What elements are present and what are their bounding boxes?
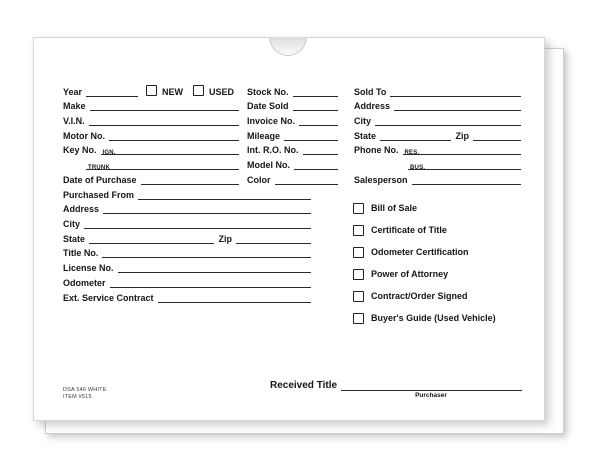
salesperson-line — [412, 174, 521, 185]
seller-city-line — [84, 218, 311, 229]
field-seller-city — [63, 214, 311, 229]
seller-state-line — [89, 233, 213, 244]
vehicle-info-left-column — [63, 82, 239, 185]
field-date-of-purchase — [63, 170, 239, 185]
field-key-no-ign — [63, 141, 239, 156]
license-no-label: License No. — [63, 263, 114, 274]
field-mileage — [247, 126, 338, 141]
date-sold-label: Date Sold — [247, 101, 289, 112]
deal-envelope — [33, 37, 545, 421]
license-no-line — [118, 262, 311, 273]
used-checkbox[interactable] — [193, 85, 204, 96]
checklist-item-certificate-of-title — [353, 219, 539, 241]
model-no-label: Model No. — [247, 160, 290, 171]
vin-line — [89, 115, 239, 126]
bill-of-sale-checkbox[interactable] — [353, 203, 364, 214]
contract-order-signed-checkbox[interactable] — [353, 291, 364, 302]
field-seller-address — [63, 200, 311, 215]
field-phone-res — [354, 141, 521, 156]
power-of-attorney-label: Power of Attorney — [371, 269, 449, 279]
int-ro-no-label: Int. R.O. No. — [247, 145, 299, 156]
color-label: Color — [247, 174, 271, 185]
key-no-ign-line — [101, 144, 239, 155]
purchased-from-label: Purchased From — [63, 189, 135, 200]
field-buyer-city — [354, 111, 521, 126]
field-year — [63, 82, 239, 97]
field-key-no-trunk — [86, 155, 239, 170]
ign-label: IGN. — [102, 150, 116, 157]
power-of-attorney-checkbox[interactable] — [353, 269, 364, 280]
sku-line-1: DSA 546 WHITE — [63, 387, 107, 393]
seller-state-label: State — [63, 233, 86, 244]
new-checkbox[interactable] — [146, 85, 157, 96]
stock-no-line — [293, 86, 338, 97]
field-buyer-address — [354, 97, 521, 112]
date-of-purchase-line — [141, 174, 239, 185]
invoice-no-line — [299, 115, 338, 126]
bill-of-sale-label: Bill of Sale — [371, 203, 418, 213]
vehicle-info-middle-column — [247, 82, 338, 185]
checklist-item-bill-of-sale — [353, 197, 539, 219]
certificate-of-title-checkbox[interactable] — [353, 225, 364, 236]
received-title-line — [341, 379, 522, 391]
vin-label: V.I.N. — [63, 116, 85, 127]
seller-address-label: Address — [63, 204, 100, 215]
field-salesperson — [354, 170, 521, 185]
buyer-city-label: City — [354, 116, 372, 127]
bus-label: BUS. — [410, 165, 426, 172]
buyer-city-line — [375, 115, 521, 126]
trunk-label: TRUNK — [88, 165, 110, 172]
invoice-no-label: Invoice No. — [247, 116, 296, 127]
mileage-label: Mileage — [247, 130, 281, 141]
field-make — [63, 97, 239, 112]
form-sku — [63, 387, 107, 400]
sold-to-line — [390, 86, 521, 97]
field-stock-no — [247, 82, 338, 97]
buyer-zip-line — [473, 130, 521, 141]
res-label: RES. — [404, 150, 420, 157]
seller-city-label: City — [63, 219, 81, 230]
buyer-address-line — [394, 100, 521, 111]
model-no-line — [294, 159, 338, 170]
checklist-item-buyers-guide — [353, 307, 539, 329]
salesperson-label: Salesperson — [354, 174, 408, 185]
buyer-state-label: State — [354, 130, 377, 141]
field-purchased-from — [63, 185, 311, 200]
phone-res-line — [403, 144, 522, 155]
field-motor-no — [63, 126, 239, 141]
buyers-guide-label: Buyer's Guide (Used Vehicle) — [371, 313, 496, 323]
buyer-info-column — [354, 82, 521, 185]
sold-to-label: Sold To — [354, 86, 387, 97]
odometer-line — [110, 277, 311, 288]
buyer-zip-label: Zip — [455, 130, 469, 141]
certificate-of-title-label: Certificate of Title — [371, 225, 447, 235]
field-buyer-state-zip — [354, 126, 521, 141]
odometer-certification-checkbox[interactable] — [353, 247, 364, 258]
buyer-address-label: Address — [354, 101, 391, 112]
make-label: Make — [63, 101, 86, 112]
field-vin — [63, 111, 239, 126]
title-no-line — [102, 247, 311, 258]
field-int-ro-no — [247, 141, 338, 156]
stock-no-label: Stock No. — [247, 86, 289, 97]
purchaser-label: Purchaser — [415, 392, 447, 399]
field-seller-state-zip — [63, 229, 311, 244]
key-no-label: Key No. — [63, 145, 97, 156]
seller-address-line — [103, 203, 311, 214]
phone-no-label: Phone No. — [354, 145, 399, 156]
year-label: Year — [63, 86, 83, 97]
ext-service-contract-line — [158, 292, 311, 303]
purchased-from-line — [138, 189, 311, 200]
buyers-guide-checkbox[interactable] — [353, 313, 364, 324]
ext-service-contract-label: Ext. Service Contract — [63, 292, 154, 303]
received-title-block — [270, 379, 522, 399]
year-line — [86, 86, 138, 97]
field-sold-to — [354, 82, 521, 97]
motor-no-line — [109, 130, 239, 141]
checklist-item-power-of-attorney — [353, 263, 539, 285]
date-of-purchase-label: Date of Purchase — [63, 174, 137, 185]
document-checklist — [353, 197, 539, 329]
field-color — [247, 170, 338, 185]
field-date-sold — [247, 97, 338, 112]
odometer-label: Odometer — [63, 277, 106, 288]
new-label: NEW — [162, 86, 184, 97]
field-invoice-no — [247, 111, 338, 126]
motor-no-label: Motor No. — [63, 130, 105, 141]
seller-zip-label: Zip — [218, 233, 232, 244]
used-label: USED — [209, 86, 235, 97]
contract-order-signed-label: Contract/Order Signed — [371, 291, 468, 301]
field-odometer — [63, 273, 311, 288]
checklist-item-contract-order-signed — [353, 285, 539, 307]
received-title-label: Received Title — [270, 380, 338, 391]
buyer-state-line — [380, 130, 450, 141]
field-title-no — [63, 244, 311, 259]
checklist-item-odometer-certification — [353, 241, 539, 263]
sku-line-2: ITEM #515 — [63, 393, 92, 400]
thumb-cut-notch — [269, 37, 307, 56]
field-ext-service-contract — [63, 288, 311, 303]
make-line — [90, 100, 239, 111]
date-sold-line — [293, 100, 338, 111]
seller-zip-line — [236, 233, 311, 244]
int-ro-no-line — [303, 144, 339, 155]
color-line — [275, 174, 339, 185]
purchased-from-column — [63, 185, 311, 303]
field-model-no — [247, 155, 338, 170]
odometer-certification-label: Odometer Certification — [371, 247, 469, 257]
mileage-line — [284, 130, 338, 141]
field-license-no — [63, 258, 311, 273]
phone-bus-line — [408, 159, 521, 170]
title-no-label: Title No. — [63, 248, 99, 259]
key-no-trunk-line — [86, 159, 239, 170]
field-phone-bus — [408, 155, 521, 170]
